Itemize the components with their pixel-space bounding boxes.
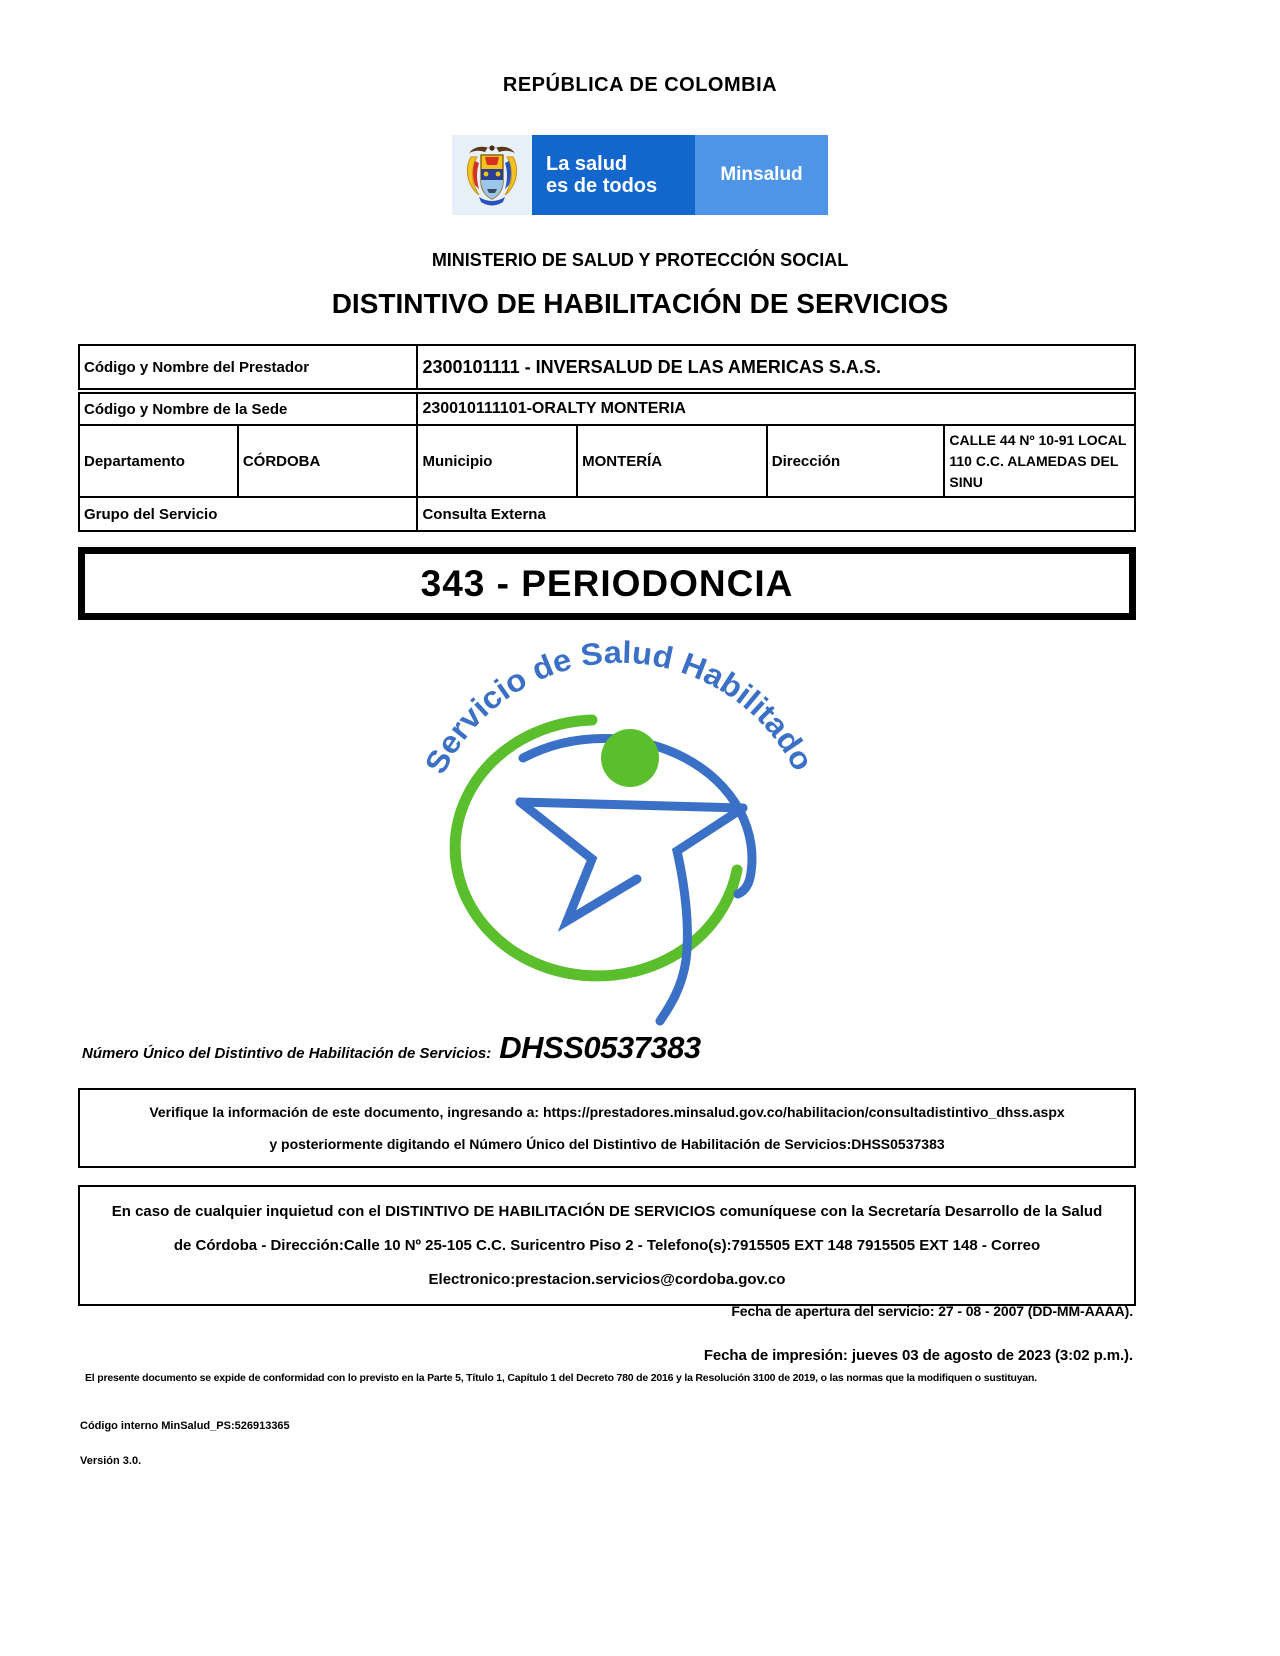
departamento-label: Departamento xyxy=(79,425,238,497)
ministry-title: MINISTERIO DE SALUD Y PROTECCIÓN SOCIAL xyxy=(431,250,849,270)
municipio-label: Municipio xyxy=(417,425,577,497)
departamento-value: CÓRDOBA xyxy=(238,425,418,497)
document-title: DISTINTIVO DE HABILITACIÓN DE SERVICIOS xyxy=(331,288,949,319)
minsalud-logo-banner xyxy=(452,135,828,215)
service-code-text: 343 - PERIODONCIA xyxy=(420,562,794,604)
prestador-value: 2300101111 - INVERSALUD DE LAS AMERICAS S.A.S. xyxy=(417,345,1135,391)
provider-info-table xyxy=(78,344,1136,532)
republic-title: REPÚBLICA DE COLOMBIA xyxy=(502,74,778,96)
table-row-prestador xyxy=(79,345,1135,391)
unique-number-label: Número Único del Distintivo de Habilitación de Servicios: xyxy=(82,1045,492,1062)
direccion-value: CALLE 44 Nº 10-91 LOCAL 110 C.C. ALAMEDAS DEL SINU xyxy=(944,425,1135,497)
logo-brand: Minsalud xyxy=(695,135,828,215)
logo-slogan xyxy=(532,135,695,215)
sede-label: Código y Nombre de la Sede xyxy=(79,391,417,425)
sede-value: 230010111101-ORALTY MONTERIA xyxy=(417,391,1135,425)
contact-box xyxy=(78,1185,1136,1306)
fecha-impresion: Fecha de impresión: jueves 03 de agosto de 2023 (3:02 p.m.). xyxy=(703,1347,1133,1364)
grupo-label: Grupo del Servicio xyxy=(79,497,417,531)
service-code-banner xyxy=(78,547,1136,620)
seal-star-figure xyxy=(520,802,743,1021)
version-note: Versión 3.0. xyxy=(80,1455,142,1467)
legal-note: El presente documento se expide de conformidad con lo previsto en la Parte 5, Título 1, Capítulo 1 del Decreto 780 de 2016 y la Resolución 3100 de 2019, o las normas que la modifiquen o sustituyan. xyxy=(85,1372,1037,1384)
codigo-interno: Código interno MinSalud_PS:526913365 xyxy=(80,1420,290,1432)
fecha-apertura: Fecha de apertura del servicio: 27 - 08 - 2007 (DD-MM-AAAA). xyxy=(731,1303,1133,1319)
seal-curved-text: Servicio de Salud Habilitado xyxy=(420,634,820,780)
seal-figure-head xyxy=(601,729,659,787)
unique-number-line xyxy=(82,1030,701,1066)
logo-slogan-line2: es de todos xyxy=(546,175,658,197)
contact-text: En caso de cualquier inquietud con el DISTINTIVO DE HABILITACIÓN DE SERVICIOS comuníquese con la Secretaría Desarrollo de la Salud de Córdoba - Dirección:Calle 10 Nº 25-105 C.C. Suricentro Piso 2 - Telefono(s):7915505 EXT 148 7915505 EXT 148 - Correo Electronico:prestacion.servicios@cordoba.gov.co xyxy=(111,1203,1103,1288)
prestador-label: Código y Nombre del Prestador xyxy=(79,345,417,391)
direccion-label: Dirección xyxy=(767,425,945,497)
table-row-grupo xyxy=(79,497,1135,531)
habilitado-seal-graphic xyxy=(420,628,820,1028)
unique-number-value: DHSS0537383 xyxy=(499,1030,701,1065)
grupo-value: Consulta Externa xyxy=(417,497,1135,531)
table-row-location xyxy=(79,425,1135,497)
logo-slogan-line1: La salud xyxy=(546,152,628,175)
verify-box xyxy=(78,1088,1136,1168)
verify-line-1: Verifique la información de este documento, ingresando a: https://prestadores.minsalud.gov.co/habilitacion/consultadistintivo_dhss.aspx xyxy=(149,1104,1065,1120)
verify-line-2: y posteriormente digitando el Número Único del Distintivo de Habilitación de Servicios:DHSS0537383 xyxy=(269,1136,945,1153)
municipio-value: MONTERÍA xyxy=(577,425,767,497)
table-row-sede xyxy=(79,391,1135,425)
habilitado-seal xyxy=(420,628,820,1028)
colombia-coat-of-arms-icon xyxy=(452,135,532,215)
